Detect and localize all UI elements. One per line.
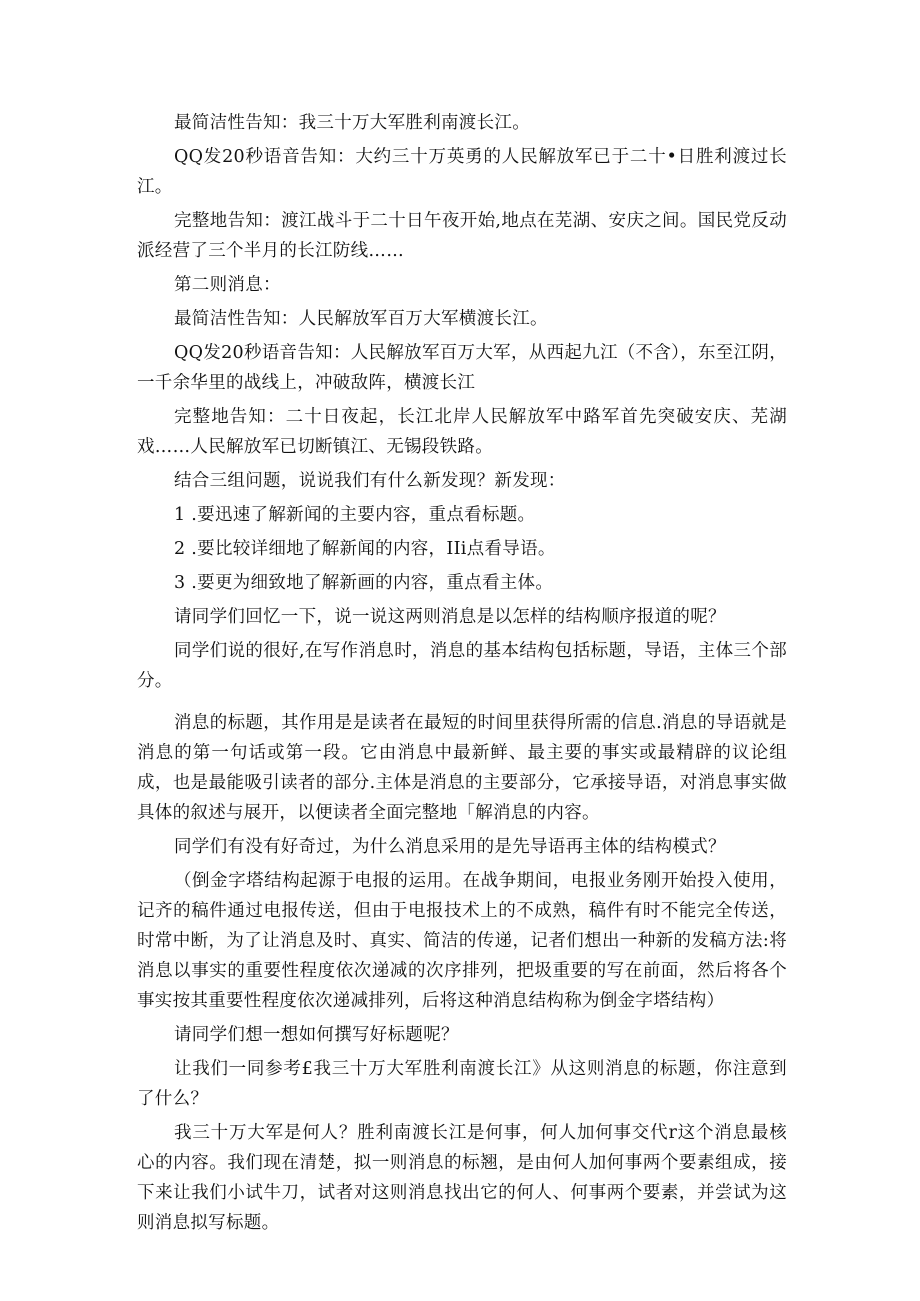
paragraph-full-2: 完整地告知：二十日夜起，长江北岸人民解放军中路军首先突破安庆、芜湖戏……人民解放军已切断镇江、无锡段铁路。 (137, 407, 787, 457)
paragraph-full-1: 完整地告知：渡江战斗于二十日午夜开始,地点在芜湖、安庆之间。国民党反动派经营了三个半月的长江防线…… (137, 211, 787, 261)
paragraph-second-news-heading: 第二则消息： (174, 275, 281, 295)
paragraph-inverted-pyramid: （倒金字塔结构起源于电报的运用。在战争期间，电报业务刚开始投入使用，记齐的稿件通过电报传送，但由于电报技术上的不成熟，稿件有时不能完全传送，时常中断，为了让消息及时、真实、简洁的传递，记者们想出一种新的发稿方法:将消息以事实的重要性程度依次递减的次序排列，把圾重要的写在前面，然后将各个事实按其重要性程度依次递减排列，后将这种消息结构称为倒金字塔结构） (137, 871, 787, 1011)
paragraph-reference-example: 让我们一同参考£我三十万大军胜利南渡长江》从这则消息的标题，你注意到了什么？ (137, 1059, 787, 1109)
paragraph-structure-explanation: 消息的标题，其作用是是读者在最短的时间里获得所需的信息.消息的导语就是消息的第一句话或第一段。它由消息中最新鲜、最主要的事实或最精辟的议论组成，也是最能吸引读者的部分.主体是消息的主要部分，它承接导语，对消息事实做具体的叙述与展开，以便读者全面完整地「解消息的内容。 (137, 713, 787, 823)
paragraph-summary-1: 最简洁性告知：我三十万大军胜利南渡长江。 (174, 113, 530, 133)
paragraph-curiosity-question: 同学们有没有好奇过，为什么消息采用的是先导语再主体的结构模式？ (174, 837, 726, 857)
paragraph-voice-1: QQ发20秒语音告知：大约三十万英勇的人民解放军已于二十•日胜利渡过长江。 (137, 147, 787, 197)
paragraph-finding-3: 3 .要更为细致地了解新画的内容，重点看主体。 (174, 573, 554, 593)
paragraph-structure-question: 请同学们回忆一下，说一说这两则消息是以怎样的结构顺序报道的呢？ (174, 607, 726, 627)
paragraph-findings-intro: 结合三组问题，说说我们有什么新发现？新发现： (174, 471, 566, 491)
paragraph-finding-1: 1 .要迅速了解新闻的主要内容，重点看标题。 (174, 505, 536, 525)
paragraph-headline-question: 请同学们想一想如何撰写好标题呢？ (174, 1025, 459, 1045)
paragraph-structure-answer: 同学们说的很好,在写作消息时，消息的基本结构包括标题，导语，主体三个部分。 (137, 641, 787, 691)
document-body (137, 108, 787, 1238)
paragraph-finding-2: 2 .要比较详细地了解新闻的内容，IIi点看导语。 (174, 539, 556, 559)
paragraph-headline-explanation: 我三十万大军是何人？胜利南渡长江是何事，何人加何事交代r这个消息最核心的内容。我们现在清楚，拟一则消息的标翘，是由何人加何事两个要素组成，接下来让我们小试牛刀，试者对这则消息找出它的何人、何事两个要素，并尝试为这则消息拟写标题。 (137, 1123, 787, 1233)
paragraph-summary-2: 最简洁性告知：人民解放军百万大军横渡长江。 (174, 309, 548, 329)
paragraph-voice-2: QQ发20秒语音告知：人民解放军百万大军，从西起九江（不含），东至江阴，一千余华里的战线上，冲破敌阵，横渡长江 (137, 343, 788, 393)
